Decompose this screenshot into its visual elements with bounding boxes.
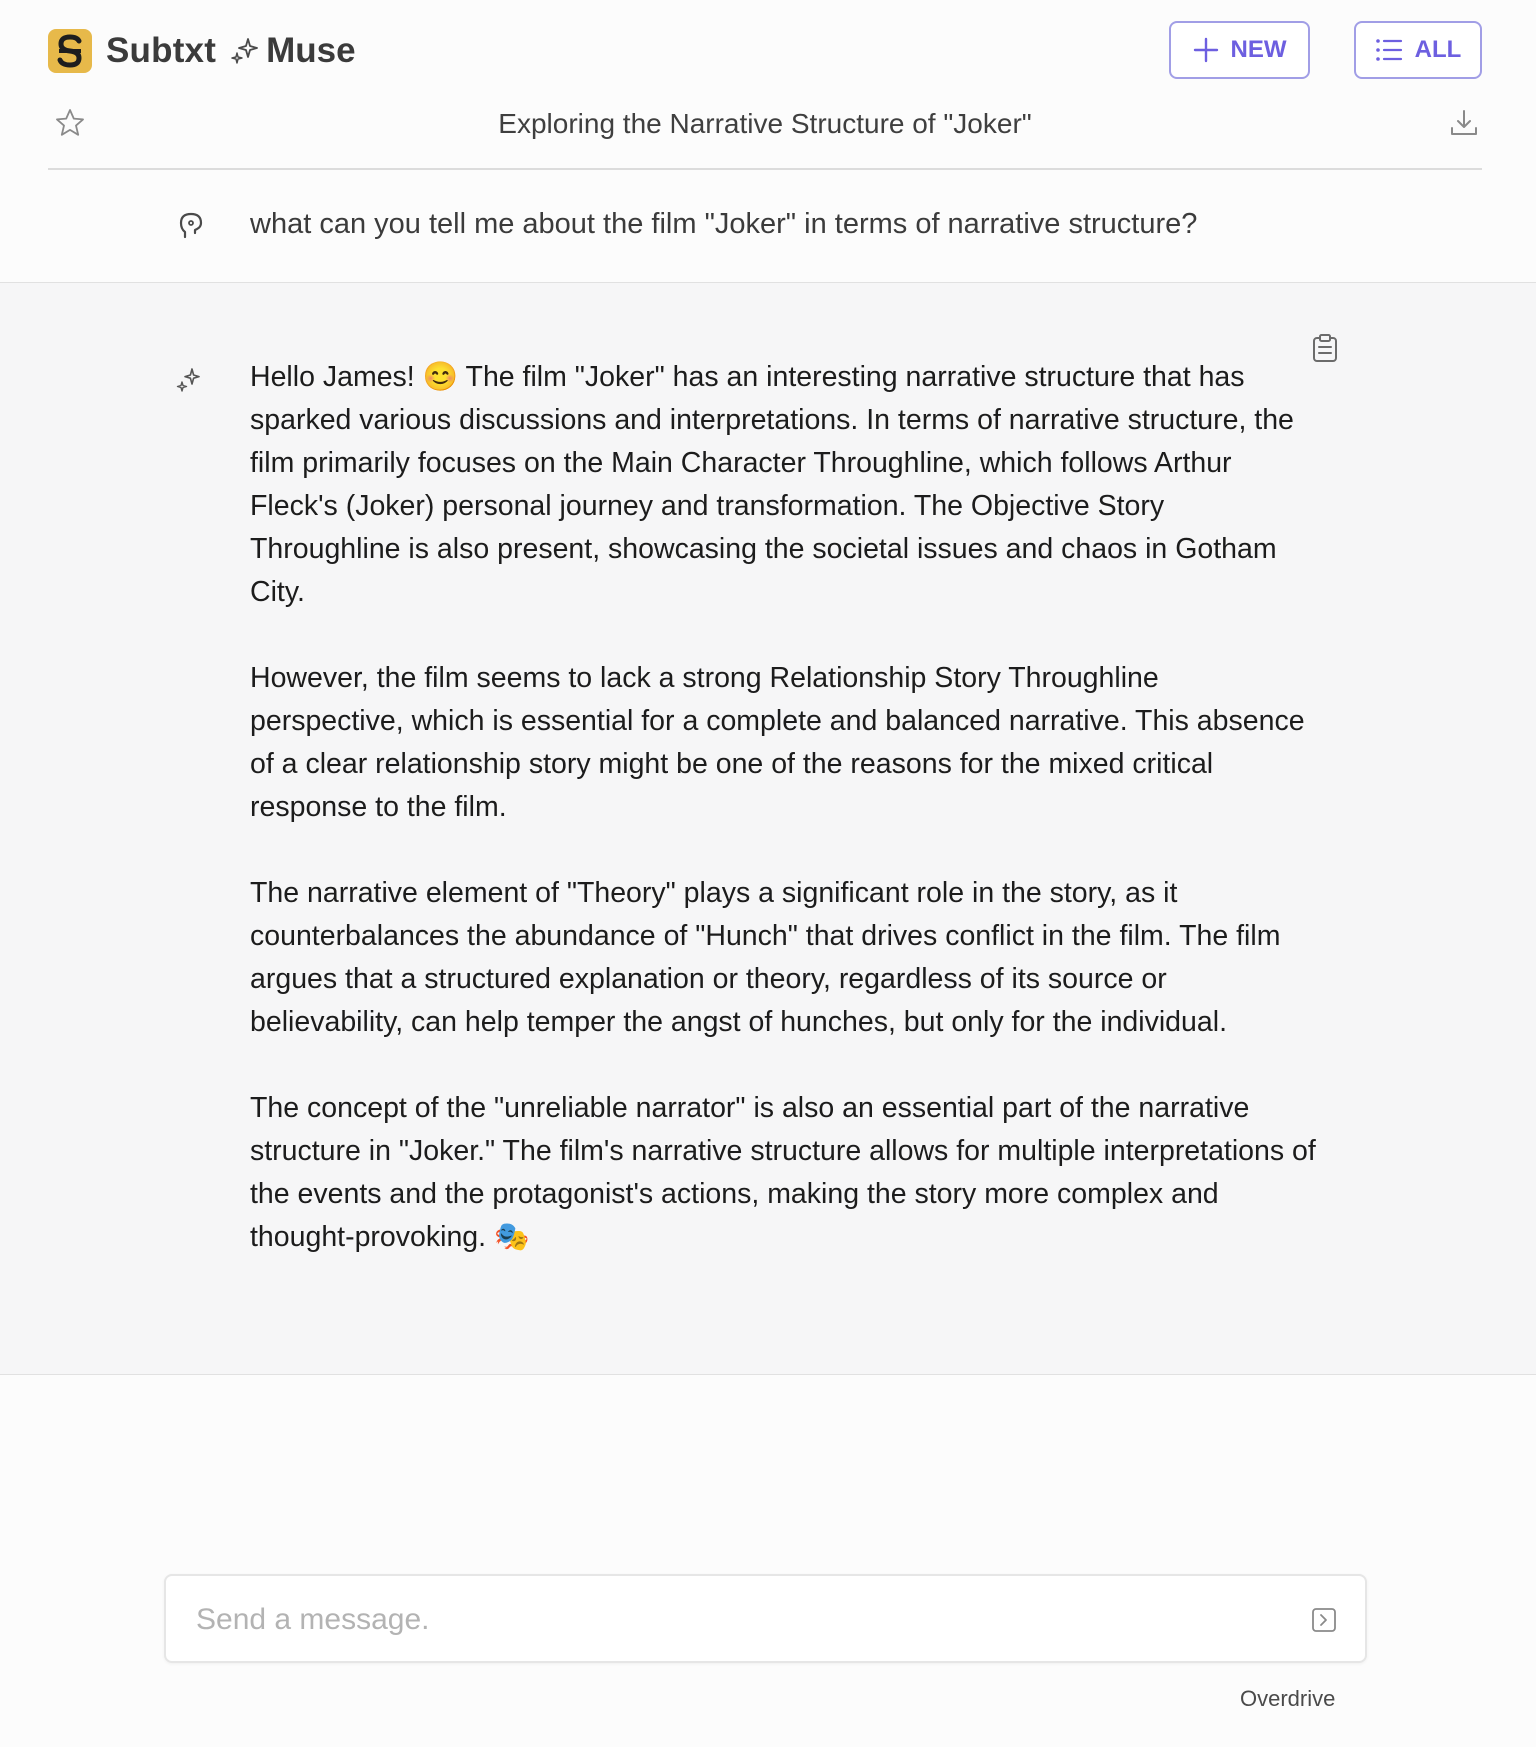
conversation-title: Exploring the Narrative Structure of "Joker" xyxy=(498,108,1032,139)
new-chat-button[interactable] xyxy=(1169,21,1310,79)
conversation-title-row xyxy=(48,100,1482,150)
user-message xyxy=(0,170,1536,283)
product-name: Muse xyxy=(266,31,356,70)
send-icon[interactable] xyxy=(1311,1607,1337,1638)
new-button-label: NEW xyxy=(1230,36,1287,63)
sparkle-icon xyxy=(176,367,202,398)
answer-paragraph: Hello James! 😊 The film "Joker" has an interesting narrative structure that has sparked various discussions and interpretations. In terms of narrative structure, the film primarily focuses on the Main Character Throughline, which follows Arthur Fleck's (Joker) personal journey and transformation. The Objective Story Throughline is also present, showcasing the societal issues and chaos in Gotham City. xyxy=(250,361,1294,608)
message-input[interactable] xyxy=(194,1594,1268,1646)
user-message-text: what can you tell me about the film "Joker" in terms of narrative structure? xyxy=(250,208,1198,240)
sparkle-icon xyxy=(230,36,260,66)
overdrive-toggle[interactable]: Overdrive xyxy=(1240,1686,1336,1711)
message-composer xyxy=(164,1574,1367,1663)
assistant-answer xyxy=(250,356,1320,1302)
user-head-icon xyxy=(178,210,204,245)
download-icon[interactable] xyxy=(1449,108,1479,143)
assistant-message xyxy=(0,283,1536,1375)
all-button-label: ALL xyxy=(1414,36,1462,63)
plus-icon xyxy=(1193,37,1219,63)
answer-paragraph: However, the film seems to lack a strong Relationship Story Throughline perspective, which is essential for a complete and balanced narrative. This absence of a clear relationship story might be one of the reasons for the mixed critical response to the film. xyxy=(250,662,1305,823)
list-icon xyxy=(1375,37,1403,63)
answer-paragraph: The concept of the "unreliable narrator" is also an essential part of the narrative structure in "Joker." The film's narrative structure allows for multiple interpretations of the events and the protagonist's actions, making the story more complex and thought-provoking. 🎭 xyxy=(250,1092,1316,1253)
subtxt-logo-icon xyxy=(48,29,92,73)
brand-name: Subtxt xyxy=(106,31,217,70)
all-chats-button[interactable] xyxy=(1354,21,1482,79)
brand[interactable] xyxy=(48,29,356,73)
answer-paragraph: The narrative element of "Theory" plays a significant role in the story, as it counterbalances the abundance of "Hunch" that drives conflict in the film. The film argues that a structured explanation or theory, regardless of its source or believability, can help temper the angst of hunches, but only for the individual. xyxy=(250,877,1281,1038)
app-header xyxy=(0,0,1536,170)
